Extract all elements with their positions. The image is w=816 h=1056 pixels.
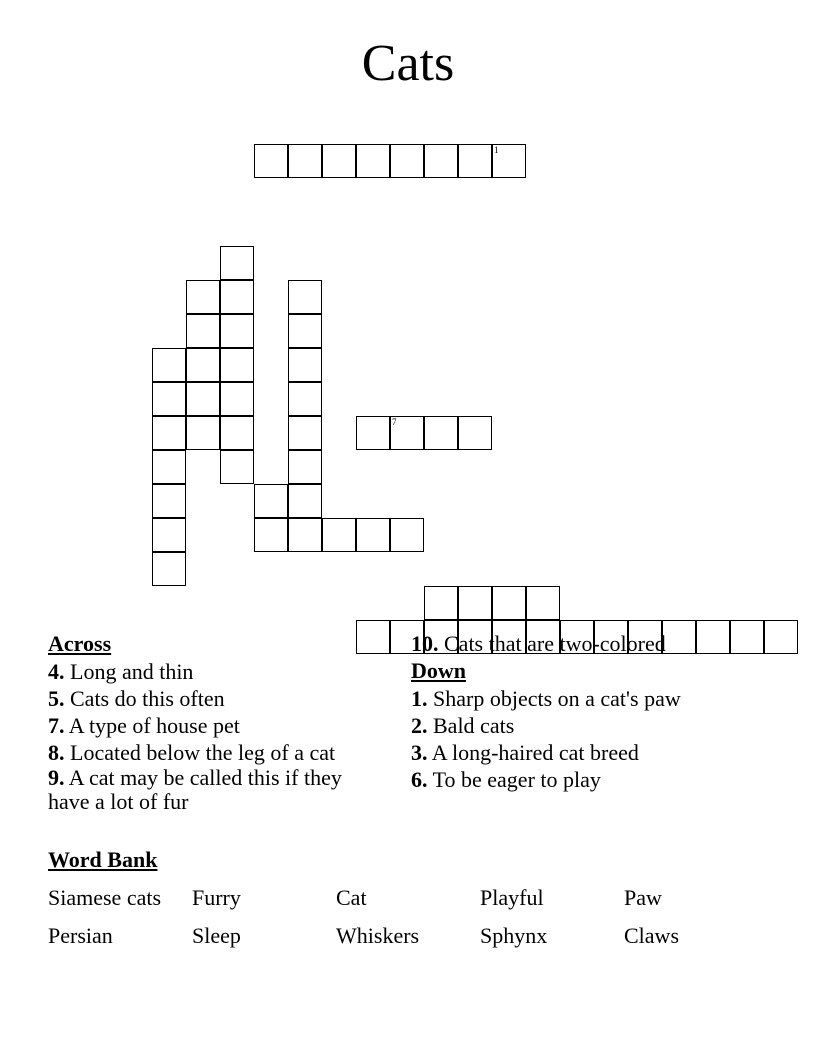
- grid-cell[interactable]: [186, 280, 220, 314]
- grid-cell[interactable]: [254, 518, 288, 552]
- grid-cell[interactable]: [526, 586, 560, 620]
- grid-cell[interactable]: [152, 484, 186, 518]
- down-clue-6: 6. To be eager to play: [411, 767, 601, 792]
- clue-number: 7: [392, 417, 397, 427]
- grid-cell[interactable]: [356, 144, 390, 178]
- word-bank-word: Persian: [48, 923, 113, 948]
- grid-cell[interactable]: [458, 144, 492, 178]
- clues-left-column: [48, 630, 383, 814]
- grid-cell[interactable]: [424, 144, 458, 178]
- grid-cell[interactable]: [220, 348, 254, 382]
- across-clue-5: 5. Cats do this often: [48, 686, 225, 711]
- grid-cell[interactable]: [220, 246, 254, 280]
- grid-cell[interactable]: [152, 518, 186, 552]
- grid-cell[interactable]: [186, 348, 220, 382]
- across-clue-10: 10. Cats that are two-colored: [411, 631, 666, 656]
- grid-cell[interactable]: [288, 348, 322, 382]
- grid-cell[interactable]: [288, 450, 322, 484]
- grid-cell[interactable]: [220, 314, 254, 348]
- grid-cell[interactable]: [492, 144, 526, 178]
- puzzle-title: Cats: [361, 35, 455, 92]
- grid-cell[interactable]: [220, 416, 254, 450]
- word-bank-word: Sphynx: [480, 923, 548, 948]
- grid-cell[interactable]: [288, 518, 322, 552]
- grid-cell[interactable]: [254, 484, 288, 518]
- word-bank-word: Furry: [192, 885, 241, 910]
- grid-cell[interactable]: [288, 144, 322, 178]
- grid-cell[interactable]: [288, 382, 322, 416]
- grid-cell[interactable]: [152, 416, 186, 450]
- down-clue-3: 3. A long-haired cat breed: [411, 740, 639, 765]
- down-heading: Down: [411, 658, 467, 683]
- grid-cell[interactable]: [390, 144, 424, 178]
- grid-cell[interactable]: [186, 416, 220, 450]
- grid-cell[interactable]: [152, 552, 186, 586]
- grid-cell[interactable]: [322, 518, 356, 552]
- grid-cell[interactable]: [288, 484, 322, 518]
- grid-cell[interactable]: [356, 416, 390, 450]
- word-bank-heading: Word Bank: [48, 847, 158, 872]
- grid-cell[interactable]: [152, 450, 186, 484]
- word-bank-word: Playful: [480, 885, 544, 910]
- grid-cell[interactable]: [186, 382, 220, 416]
- grid-cell[interactable]: [288, 280, 322, 314]
- grid-cell[interactable]: [458, 586, 492, 620]
- grid-cell[interactable]: [322, 144, 356, 178]
- across-heading: Across: [48, 631, 112, 656]
- grid-cell[interactable]: [356, 518, 390, 552]
- word-bank-word: Cat: [336, 885, 367, 910]
- grid-cell[interactable]: [220, 280, 254, 314]
- across-clue-9: 9. A cat may be called this if they have a lot of fur: [48, 765, 342, 814]
- grid-cell[interactable]: [288, 416, 322, 450]
- grid-cell[interactable]: [220, 382, 254, 416]
- grid-cell[interactable]: [152, 382, 186, 416]
- across-clue-4: 4. Long and thin: [48, 659, 194, 684]
- grid-cell[interactable]: [254, 144, 288, 178]
- grid-cell[interactable]: [288, 314, 322, 348]
- clue-number: 1: [494, 145, 499, 155]
- grid-cell[interactable]: [390, 416, 424, 450]
- grid-cell[interactable]: [492, 586, 526, 620]
- across-clue-7: 7. A type of house pet: [48, 713, 240, 738]
- grid-cell[interactable]: [424, 586, 458, 620]
- clues-right-column: [411, 630, 771, 793]
- word-bank-word: Claws: [624, 923, 679, 948]
- down-clue-1: 1. Sharp objects on a cat's paw: [411, 686, 681, 711]
- word-bank-word: Sleep: [192, 923, 241, 948]
- grid-cell[interactable]: [390, 518, 424, 552]
- across-clue-8: 8. Located below the leg of a cat: [48, 740, 336, 765]
- grid-cell[interactable]: [220, 450, 254, 484]
- grid-cell[interactable]: [424, 416, 458, 450]
- down-clue-2: 2. Bald cats: [411, 713, 515, 738]
- word-bank-word: Siamese cats: [48, 885, 162, 910]
- grid-cell[interactable]: [152, 348, 186, 382]
- word-bank-word: Whiskers: [336, 923, 420, 948]
- grid-cell[interactable]: [458, 416, 492, 450]
- grid-cell[interactable]: [186, 314, 220, 348]
- word-bank-word: Paw: [624, 885, 662, 910]
